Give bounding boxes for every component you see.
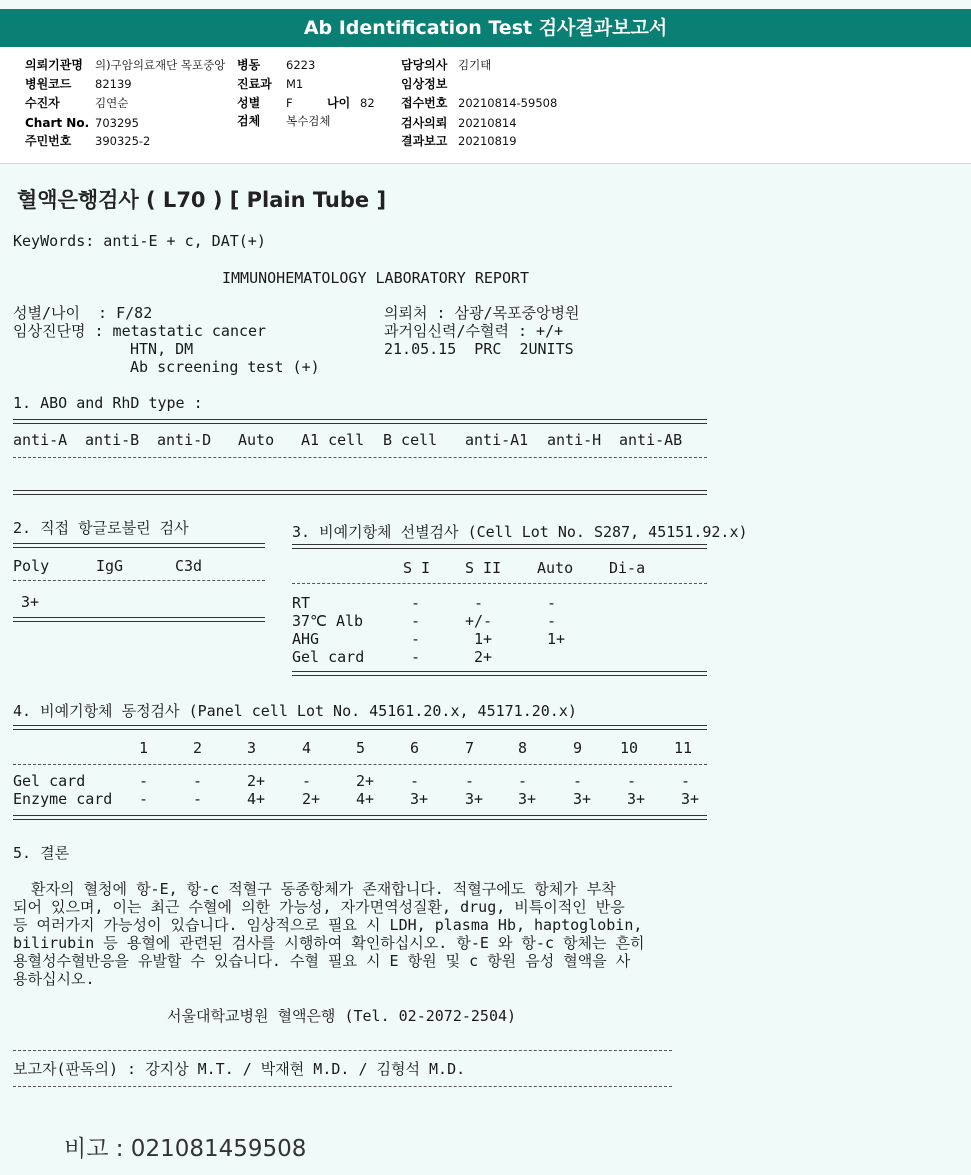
panel-cell: 3+ <box>681 790 700 808</box>
panel-header: 8 <box>518 739 528 757</box>
diagnosis-line-2: HTN, DM <box>130 340 194 358</box>
sex-label: 성별 <box>237 96 261 110</box>
patient-label: 수진자 <box>25 96 60 110</box>
specimen-label: 검체 <box>237 114 261 128</box>
rrn-label: 주민번호 <box>25 134 72 148</box>
abo-header-2: anti-B <box>85 431 140 449</box>
history-line: 과거임신력/수혈력 : +/+ <box>384 322 564 340</box>
screening-cell: 1+ <box>547 630 566 648</box>
receipt-label: 접수번호 <box>401 96 448 110</box>
panel-cell: 4+ <box>247 790 266 808</box>
specimen-value: 복수검체 <box>286 114 331 128</box>
dat-header-3: C3d <box>175 557 203 575</box>
screening-cell: 1+ <box>474 630 493 648</box>
screening-row-label: AHG <box>292 630 320 648</box>
panel-header: 5 <box>356 739 366 757</box>
doctor-label: 담당의사 <box>401 58 448 72</box>
lab-report-title: IMMUNOHEMATOLOGY LABORATORY REPORT <box>222 269 530 287</box>
dept-value: M1 <box>286 77 304 91</box>
conclusion-line: 등 여러가지 가능성이 있습니다. 임상적으로 필요 시 LDH, plasma Hb, haptoglobin, <box>13 916 643 934</box>
screening-cell: - <box>547 612 557 630</box>
ward-label: 병동 <box>237 58 261 72</box>
double-rule <box>292 544 707 549</box>
panel-header: 1 <box>139 739 149 757</box>
screening-cell: - <box>411 594 421 612</box>
panel-header: 3 <box>247 739 257 757</box>
single-rule <box>13 1050 672 1051</box>
double-rule <box>13 617 265 622</box>
panel-cell: - <box>465 772 475 790</box>
panel-cell: - <box>302 772 312 790</box>
reporter-line: 보고자(판독의) : 강지상 M.T. / 박재현 M.D. / 김형석 M.D. <box>13 1060 466 1078</box>
dat-value-poly: 3+ <box>21 593 40 611</box>
single-rule <box>292 583 707 584</box>
conclusion-line: 환자의 혈청에 항-E, 항-c 적혈구 동종항체가 존재합니다. 적혈구에도 항체가 부착 <box>13 880 616 898</box>
chart-value: 703295 <box>95 116 139 130</box>
dat-header-1: Poly <box>13 557 50 575</box>
double-rule <box>13 543 265 548</box>
diagnosis-line: 임상진단명 : metastatic cancer <box>13 322 267 340</box>
screening-row-label: Gel card <box>292 648 365 666</box>
panel-cell: - <box>139 772 149 790</box>
panel-cell: 3+ <box>573 790 592 808</box>
double-rule <box>13 490 707 495</box>
patient-info-box <box>0 47 971 164</box>
abo-header-5: A1 cell <box>301 431 365 449</box>
panel-header: 9 <box>573 739 583 757</box>
patient-value: 김연순 <box>95 96 129 110</box>
report-title-bar <box>0 9 971 47</box>
panel-cell: - <box>139 790 149 808</box>
single-rule <box>13 1086 672 1087</box>
conclusion-line: 되어 있으며, 이는 최근 수혈에 의한 가능성, 자가면역성질환, drug, 비특이적인 반응 <box>13 898 625 916</box>
screening-header-dia: Di-a <box>609 559 646 577</box>
screening-header-sii: S II <box>465 559 502 577</box>
keywords: KeyWords: anti-E + c, DAT(+) <box>13 232 266 250</box>
panel-cell: - <box>518 772 528 790</box>
diagnosis-line-3: Ab screening test (+) <box>130 358 320 376</box>
panel-cell: - <box>627 772 637 790</box>
panel-cell: 4+ <box>356 790 375 808</box>
single-rule <box>13 457 707 458</box>
screening-header-si: S I <box>403 559 431 577</box>
dept-label: 진료과 <box>237 77 272 91</box>
chart-label: Chart No. <box>25 116 90 130</box>
screening-cell: +/- <box>465 612 493 630</box>
panel-cell: 2+ <box>356 772 375 790</box>
clinical-info-label: 임상정보 <box>401 77 448 91</box>
screening-row-label: 37℃ Alb <box>292 612 364 630</box>
panel-cell: 2+ <box>302 790 321 808</box>
screening-cell: - <box>547 594 557 612</box>
conclusion-line: 용하십시오. <box>13 970 95 988</box>
panel-title: 4. 비예기항체 동정검사 (Panel cell Lot No. 45161.20.x, 45171.20.x) <box>13 702 577 720</box>
report-title: Ab Identification Test 검사결과보고서 <box>303 17 668 39</box>
panel-header: 10 <box>620 739 639 757</box>
double-rule <box>292 671 707 676</box>
request-label: 검사의뢰 <box>401 116 448 130</box>
sex-age-line: 성별/나이 : F/82 <box>13 304 153 322</box>
abo-header-1: anti-A <box>13 431 68 449</box>
blood-bank-contact: 서울대학교병원 혈액은행 (Tel. 02-2072-2504) <box>167 1007 517 1025</box>
panel-header: 6 <box>410 739 420 757</box>
screening-cell: - <box>411 612 421 630</box>
remarks-note: 비고 : 021081459508 <box>64 1136 307 1162</box>
dat-title: 2. 직접 항글로불린 검사 <box>13 519 189 537</box>
abo-header-9: anti-AB <box>619 431 683 449</box>
abo-header-6: B cell <box>383 431 438 449</box>
double-rule <box>13 419 707 424</box>
panel-cell: 3+ <box>518 790 537 808</box>
screening-cell: - <box>474 594 484 612</box>
abo-header-4: Auto <box>238 431 275 449</box>
request-value: 20210814 <box>458 116 517 130</box>
rrn-value: 390325-2 <box>95 134 151 148</box>
screening-cell: - <box>411 648 421 666</box>
institution-label: 의뢰기관명 <box>25 58 83 72</box>
panel-header: 4 <box>302 739 312 757</box>
hospital-code-value: 82139 <box>95 77 132 91</box>
panel-cell: 3+ <box>410 790 429 808</box>
panel-cell: 3+ <box>465 790 484 808</box>
conclusion-line: 용혈성수혈반응을 유발할 수 있습니다. 수혈 필요 시 E 항원 및 c 항원 음성 혈액을 사 <box>13 952 631 970</box>
abo-rhd-title: 1. ABO and RhD type : <box>13 394 203 412</box>
report-date-label: 결과보고 <box>401 134 448 148</box>
panel-cell: - <box>681 772 691 790</box>
panel-header: 7 <box>465 739 475 757</box>
single-rule <box>13 580 265 581</box>
abo-header-7: anti-A1 <box>465 431 529 449</box>
doctor-value: 김기태 <box>458 58 492 72</box>
abo-header-8: anti-H <box>547 431 602 449</box>
age-value: 82 <box>360 96 375 110</box>
panel-header: 2 <box>193 739 203 757</box>
institution-value: 의)구암의료재단 목포중앙 <box>95 58 226 72</box>
abo-header-3: anti-D <box>157 431 212 449</box>
ward-value: 6223 <box>286 58 316 72</box>
screening-title: 3. 비예기항체 선별검사 (Cell Lot No. S287, 45151.92.x) <box>292 523 748 541</box>
referrer-line: 의뢰처 : 삼광/목포중앙병원 <box>384 304 580 322</box>
dat-header-2: IgG <box>96 557 124 575</box>
screening-header-auto: Auto <box>537 559 574 577</box>
age-label: 나이 <box>327 96 351 110</box>
hospital-code-label: 병원코드 <box>25 77 72 91</box>
screening-cell: - <box>411 630 421 648</box>
conclusion-line: bilirubin 등 용혈에 관련된 검사를 시행하여 확인하십시오. 항-E 와 항-c 항체는 흔히 <box>13 934 645 952</box>
panel-cell: - <box>410 772 420 790</box>
double-rule <box>13 815 707 820</box>
panel-cell: - <box>573 772 583 790</box>
panel-cell: - <box>193 772 203 790</box>
double-rule <box>13 725 707 730</box>
history-line-2: 21.05.15 PRC 2UNITS <box>384 340 574 358</box>
single-rule <box>13 764 707 765</box>
section-title: 혈액은행검사 ( L70 ) [ Plain Tube ] <box>17 188 387 212</box>
panel-cell: 2+ <box>247 772 266 790</box>
panel-row-label: Gel card <box>13 772 86 790</box>
panel-cell: - <box>193 790 203 808</box>
panel-row-label: Enzyme card <box>13 790 113 808</box>
screening-cell: 2+ <box>474 648 493 666</box>
panel-cell: 3+ <box>627 790 646 808</box>
report-date-value: 20210819 <box>458 134 517 148</box>
panel-header: 11 <box>674 739 693 757</box>
receipt-value: 20210814-59508 <box>458 96 558 110</box>
conclusion-title: 5. 결론 <box>13 844 70 862</box>
sex-value: F <box>286 96 293 110</box>
screening-row-label: RT <box>292 594 311 612</box>
